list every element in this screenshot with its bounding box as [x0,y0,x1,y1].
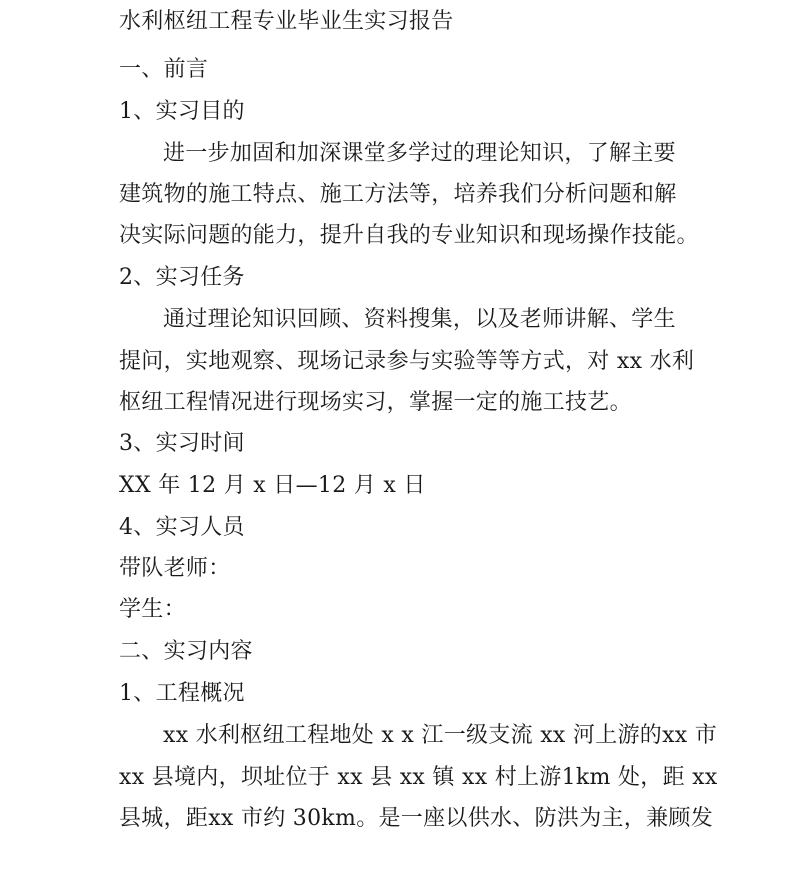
paragraph-line: 枢纽工程情况进行现场实习，掌握一定的施工技艺。 [119,390,632,415]
subheading-task: 2、实习任务 [119,265,245,290]
students-label: 学生： [119,597,186,622]
paragraph-line: 县城，距xx 市约 30km。是一座以供水、防洪为主，兼顾发 [119,806,713,831]
paragraph-line: 决实际问题的能力，提升自我的专业知识和现场操作技能。 [119,223,699,248]
paragraph-line: 通过理论知识回顾、资料搜集，以及老师讲解、学生 [163,307,676,332]
teacher-label: 带队老师： [119,556,231,581]
subheading-personnel: 4、实习人员 [119,515,245,540]
subheading-overview: 1、工程概况 [119,681,245,706]
paragraph-line: xx 水利枢纽工程地处 x x 江一级支流 xx 河上游的xx 市 [163,723,718,748]
section-heading-preface: 一、前言 [119,57,209,82]
section-heading-content: 二、实习内容 [119,639,253,664]
document-title: 水利枢纽工程专业毕业生实习报告 [119,9,454,34]
paragraph-line: 提问，实地观察、现场记录参与实验等等方式，对 xx 水利 [119,349,695,374]
paragraph-line: 建筑物的施工特点、施工方法等，培养我们分析问题和解 [119,182,677,207]
paragraph-line: xx 县境内，坝址位于 xx 县 xx 镇 xx 村上游1km 处，距 xx [119,765,718,790]
internship-date-range: XX 年 12 月 x 日—12 月 x 日 [119,473,426,498]
paragraph-line: 进一步加固和加深课堂多学过的理论知识，了解主要 [163,141,676,166]
subheading-time: 3、实习时间 [119,431,245,456]
subheading-purpose: 1、实习目的 [119,99,245,124]
